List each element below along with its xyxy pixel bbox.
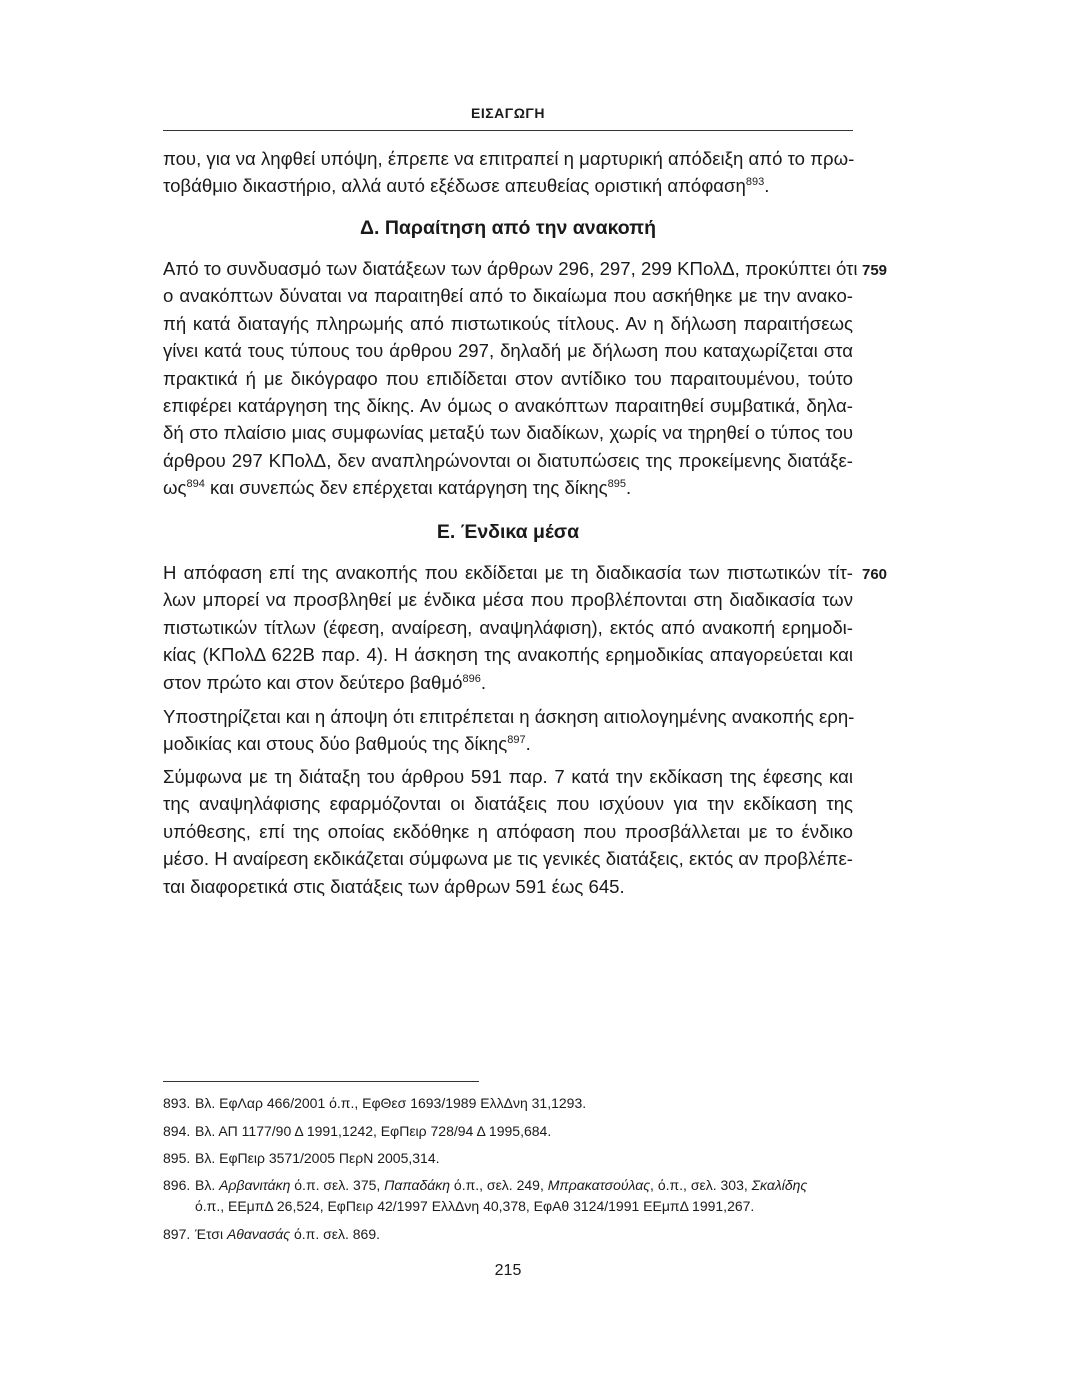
text-line: Σύμφωνα με τη διάταξη του άρθρου 591 παρ. 7 κατά την εκδίκαση της έφεσης και bbox=[163, 766, 853, 787]
text-line: πρακτικά ή με δικόγραφο που επιδίδεται στον αντίδικο του παραιτουμένου, τούτο bbox=[163, 367, 853, 389]
footnote-number: 893. bbox=[163, 1095, 191, 1111]
text-line: μέσο. Η αναίρεση εκδικάζεται σύμφωνα με τις γενικές διατάξεις, εκτός αν προβλέπε- bbox=[163, 848, 853, 870]
footnote-text bbox=[195, 1224, 858, 1245]
footnote-separator bbox=[163, 1081, 479, 1082]
text-fragment: , ό.π., σελ. 303, bbox=[650, 1177, 752, 1193]
text-line: Η απόφαση επί της ανακοπής που εκδίδεται με τη διαδικασία των πιστωτικών τίτ- bbox=[163, 562, 853, 583]
footnote-text: Βλ. ΑΠ 1177/90 Δ 1991,1242, ΕφΠειρ 728/94 Δ 1995,684. bbox=[195, 1123, 552, 1139]
footnote-ref[interactable]: 895 bbox=[607, 478, 626, 491]
author-name: Αθανασάς bbox=[226, 1226, 291, 1242]
text-fragment: . bbox=[525, 733, 531, 755]
footnote-number: 894. bbox=[163, 1123, 191, 1139]
text-fragment: και συνεπώς δεν επέρχεται κατάργηση της δίκης bbox=[204, 477, 608, 499]
text-line: δή στο πλαίσιο μιας συμφωνίας μεταξύ των διαδίκων, χωρίς να τηρηθεί ο τύπος του bbox=[163, 422, 853, 444]
footnote-ref[interactable]: 897 bbox=[507, 734, 526, 747]
footnote-text: Βλ. ΕφΛαρ 466/2001 ό.π., ΕφΘεσ 1693/1989 ΕλλΔνη 31,1293. bbox=[195, 1095, 587, 1111]
text-fragment: . bbox=[480, 671, 486, 693]
footnote-line: ό.π., ΕΕμπΔ 26,524, ΕφΠειρ 42/1997 ΕλλΔνη 40,378, ΕφΑθ 3124/1991 ΕΕμπΔ 1991,267. bbox=[195, 1198, 755, 1214]
footnote-number: 895. bbox=[163, 1150, 191, 1166]
text-line: κίας (ΚΠολΔ 622Β παρ. 4). Η άσκηση της ανακοπής ερημοδικίας απαγορεύεται και bbox=[163, 644, 853, 666]
footnote-ref[interactable]: 893 bbox=[745, 176, 765, 189]
footnote-894 bbox=[163, 1121, 858, 1142]
page-number: 215 bbox=[494, 1262, 522, 1279]
section-e-paragraph-2 bbox=[163, 703, 853, 758]
footnote-ref[interactable]: 896 bbox=[462, 672, 481, 685]
section-e-paragraph-1 bbox=[163, 559, 853, 696]
text-line: πή κατά διαταγής πληρωμής από πιστωτικούς τίτλους. Αν η δήλωση παραιτήσεως bbox=[163, 312, 853, 334]
text-line: υπόθεσης, επί της οποίας εκδόθηκε η απόφαση που προσβάλλεται με το ένδικο bbox=[163, 820, 853, 842]
text-fragment: ό.π. σελ. 869. bbox=[290, 1226, 381, 1242]
author-name: Παπαδάκη bbox=[384, 1177, 451, 1193]
footnote-text bbox=[195, 1175, 858, 1217]
text-line bbox=[163, 474, 853, 501]
section-e-paragraph-3 bbox=[163, 763, 853, 900]
text-line: ται διαφορετικά στις διατάξεις των άρθρων 591 έως 645. bbox=[163, 875, 625, 897]
marginal-number: 760 bbox=[862, 566, 888, 583]
text-fragment: ως bbox=[163, 477, 187, 499]
footnote-ref[interactable]: 894 bbox=[186, 478, 205, 491]
text-line: επιφέρει κατάργηση της δίκης. Αν όμως ο ανακόπτων παραιτηθεί συμβατικά, δηλα- bbox=[163, 394, 853, 416]
author-name: Αρβανιτάκη bbox=[219, 1177, 291, 1193]
text-fragment: στον πρώτο και στον δεύτερο βαθμό bbox=[163, 671, 463, 693]
text-line bbox=[163, 669, 853, 696]
text-line: ο ανακόπτων δύναται να παραιτηθεί από το δικαίωμα που ασκήθηκε με την ανακο- bbox=[163, 285, 853, 307]
text-line: πιστωτικών τίτλων (έφεση, αναίρεση, αναψηλάφιση), εκτός από ανακοπή ερημοδι- bbox=[163, 616, 853, 638]
footnote-895 bbox=[163, 1148, 858, 1169]
text-fragment: Έτσι bbox=[195, 1226, 227, 1242]
running-head: ΕΙΣΑΓΩΓΗ bbox=[471, 105, 545, 121]
text-line: Από το συνδυασμό των διατάξεων των άρθρων 296, 297, 299 ΚΠολΔ, προκύπτει ότι bbox=[163, 258, 858, 279]
text-fragment: τοβάθμιο δικαστήριο, αλλά αυτό εξέδωσε απευθείας οριστική απόφαση bbox=[163, 175, 746, 197]
text-line bbox=[163, 730, 853, 757]
text-line: που, για να ληφθεί υπόψη, έπρεπε να επιτραπεί η μαρτυρική απόδειξη από το πρω- bbox=[163, 148, 855, 169]
text-line: της αναψηλάφισης εφαρμόζονται οι διατάξεις που ισχύουν για την εκδίκαση της bbox=[163, 793, 853, 815]
text-fragment: Βλ. bbox=[195, 1177, 220, 1193]
text-fragment: . bbox=[764, 175, 770, 197]
section-heading-e: Ε. Ένδικα μέσα bbox=[436, 521, 580, 543]
section-heading-d: Δ. Παραίτηση από την ανακοπή bbox=[359, 217, 657, 239]
text-line: γίνει κατά τους τύπους του άρθρου 297, δηλαδή με δήλωση που καταχωρίζεται στα bbox=[163, 340, 853, 362]
author-name: Μπρακατσούλας bbox=[547, 1177, 651, 1193]
intro-paragraph bbox=[163, 145, 853, 200]
footnote-number: 897. bbox=[163, 1226, 191, 1242]
text-line: Υποστηρίζεται και η άποψη ότι επιτρέπεται η άσκηση αιτιολογημένης ανακοπής ερη- bbox=[163, 706, 855, 727]
text-line: άρθρου 297 ΚΠολΔ, δεν αναπληρώνονται οι διατυπώσεις της προκείμενης διατάξε- bbox=[163, 449, 853, 471]
text-line: λων μπορεί να προσβληθεί με ένδικα μέσα που προβλέπονται στη διαδικασία των bbox=[163, 589, 853, 611]
text-line bbox=[163, 172, 853, 199]
text-fragment: ό.π. σελ. 375, bbox=[290, 1177, 385, 1193]
footnote-893 bbox=[163, 1093, 858, 1114]
text-fragment: μοδικίας και στους δύο βαθμούς της δίκης bbox=[163, 733, 508, 755]
footnote-line bbox=[195, 1175, 858, 1196]
footnote-number: 896. bbox=[163, 1177, 191, 1193]
footnote-896 bbox=[163, 1175, 858, 1217]
text-fragment: ό.π., σελ. 249, bbox=[450, 1177, 548, 1193]
header-rule bbox=[163, 130, 853, 131]
section-d-paragraph bbox=[163, 255, 858, 502]
text-fragment: . bbox=[625, 477, 632, 499]
marginal-number: 759 bbox=[862, 262, 888, 279]
footnote-text: Βλ. ΕφΠειρ 3571/2005 ΠερΝ 2005,314. bbox=[195, 1150, 440, 1166]
author-name: Σκαλίδης bbox=[751, 1177, 808, 1193]
footnote-897 bbox=[163, 1224, 858, 1245]
